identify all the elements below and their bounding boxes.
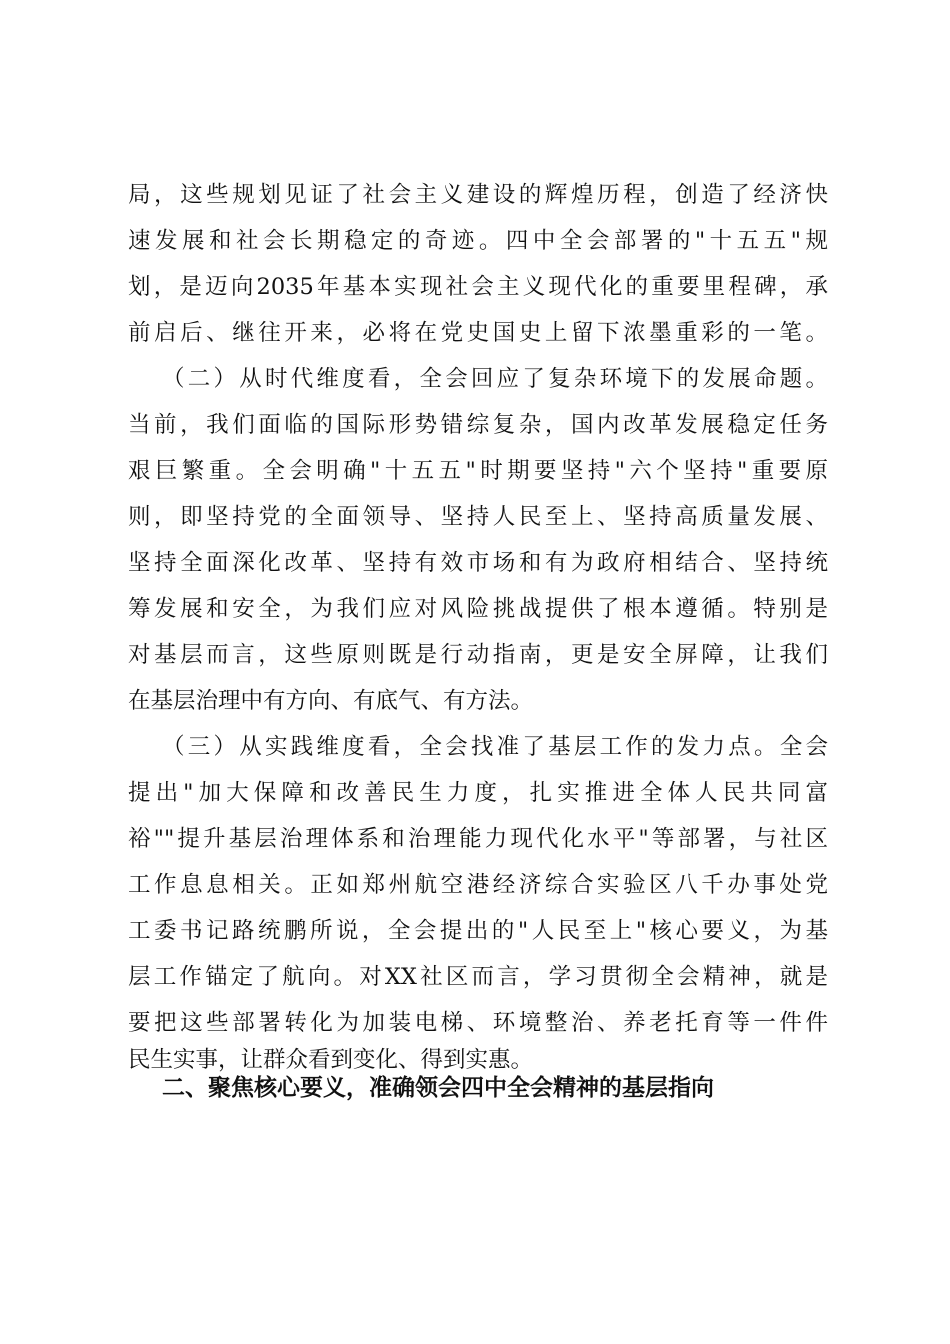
paragraph-3-line-7: 要把这些部署转化为加装电梯、环境整治、养老托育等一件件 [128, 1010, 828, 1036]
paragraph-3-line-3: 裕""提升基层治理体系和治理能力现代化水平"等部署，与社区 [128, 826, 828, 852]
paragraph-2-line-2: 当前，我们面临的国际形势错综复杂，国内改革发展稳定任务 [128, 412, 828, 438]
paragraph-1-line-1: 局，这些规划见证了社会主义建设的辉煌历程，创造了经济快 [128, 182, 828, 208]
paragraph-1-line-3: 划，是迈向2035年基本实现社会主义现代化的重要里程碑，承 [128, 274, 828, 300]
paragraph-3-line-1: （三）从实践维度看，全会找准了基层工作的发力点。全会 [162, 734, 828, 760]
section-heading: 二、聚焦核心要义，准确领会四中全会精神的基层指向 [162, 1075, 714, 1101]
paragraph-2-line-5: 坚持全面深化改革、坚持有效市场和有为政府相结合、坚持统 [128, 550, 828, 576]
paragraph-1-line-4: 前启后、继往开来，必将在党史国史上留下浓墨重彩的一笔。 [128, 320, 828, 346]
paragraph-2-line-6: 筹发展和安全，为我们应对风险挑战提供了根本遵循。特别是 [128, 596, 828, 622]
paragraph-3-line-6: 层工作锚定了航向。对XX社区而言，学习贯彻全会精神，就是 [128, 964, 828, 990]
paragraph-2-line-8: 在基层治理中有方向、有底气、有方法。 [128, 688, 534, 714]
paragraph-2-line-4: 则，即坚持党的全面领导、坚持人民至上、坚持高质量发展、 [128, 504, 828, 530]
paragraph-3-line-8: 民生实事，让群众看到变化、得到实惠。 [128, 1047, 534, 1073]
paragraph-2-line-7: 对基层而言，这些原则既是行动指南，更是安全屏障，让我们 [128, 642, 828, 668]
paragraph-2-line-1: （二）从时代维度看，全会回应了复杂环境下的发展命题。 [162, 366, 828, 392]
paragraph-3-line-4: 工作息息相关。正如郑州航空港经济综合实验区八千办事处党 [128, 872, 828, 898]
paragraph-1-line-2: 速发展和社会长期稳定的奇迹。四中全会部署的"十五五"规 [128, 228, 828, 254]
paragraph-3-line-2: 提出"加大保障和改善民生力度，扎实推进全体人民共同富 [128, 780, 828, 806]
paragraph-2-line-3: 艰巨繁重。全会明确"十五五"时期要坚持"六个坚持"重要原 [128, 458, 828, 484]
paragraph-3-line-5: 工委书记路统鹏所说，全会提出的"人民至上"核心要义，为基 [128, 918, 828, 944]
